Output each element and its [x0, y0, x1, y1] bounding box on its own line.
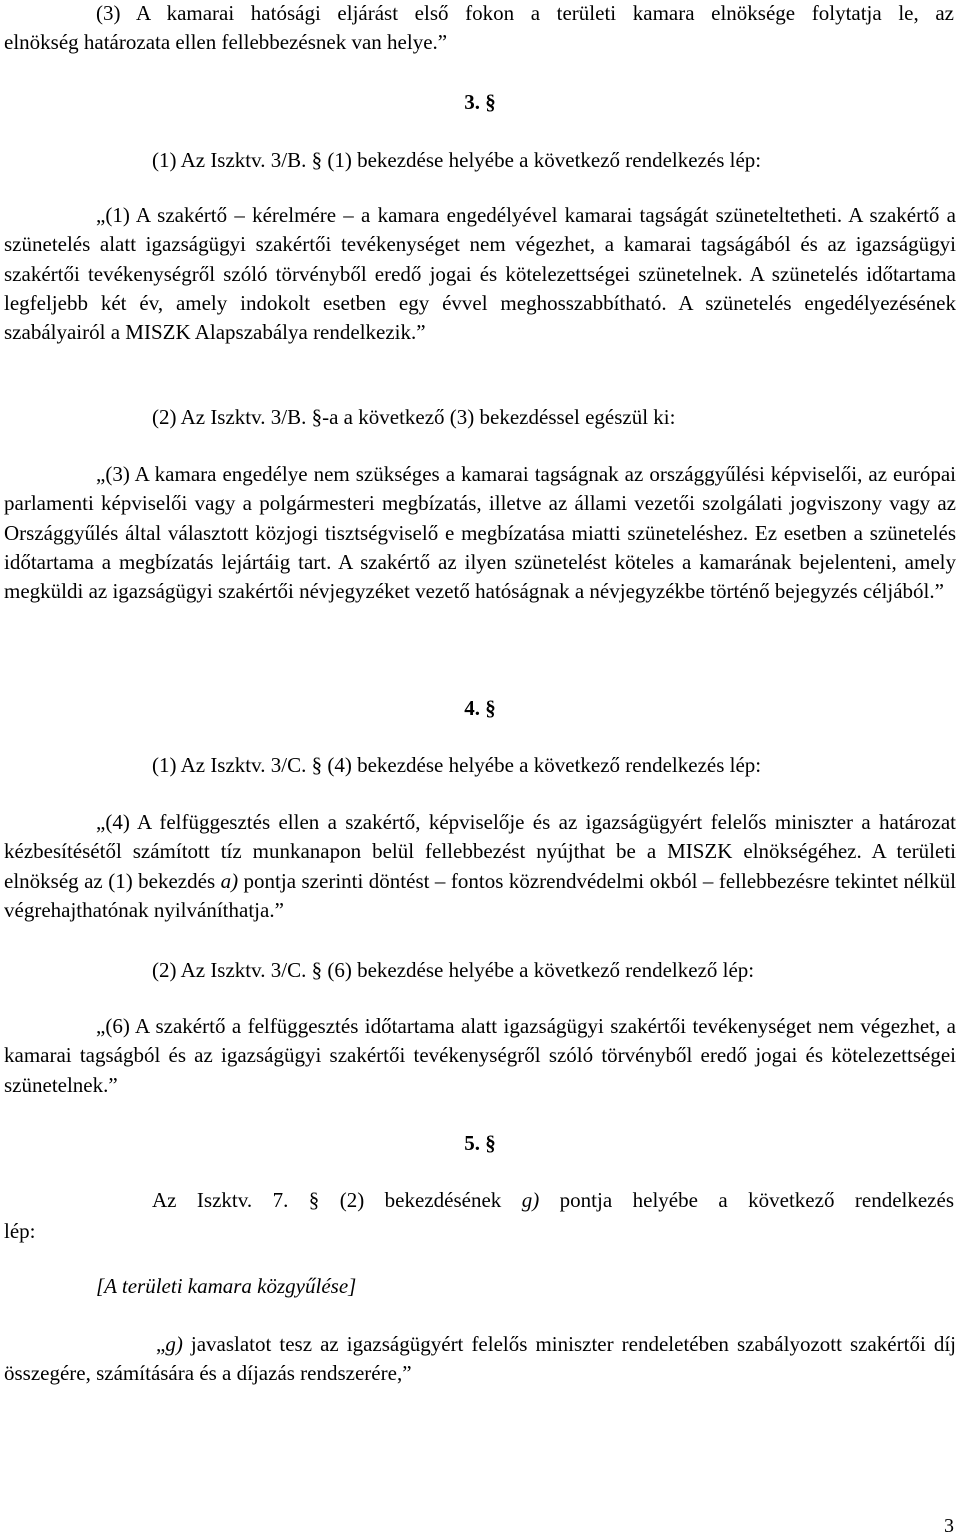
section-heading: 3. §: [464, 90, 496, 114]
amendment-intro: (2) Az Iszktv. 3/C. § (6) bekezdése helyébe a következő rendelkező lép:: [152, 958, 755, 982]
amendment-intro: (2) Az Iszktv. 3/B. §-a a következő (3) bekezdéssel egészül ki:: [152, 405, 676, 429]
section-heading: 5. §: [464, 1131, 496, 1155]
point-ref: g): [165, 1332, 183, 1356]
quoted-provision: „(3) A kamara engedélye nem szükséges a kamarai tagságnak az országgyűlési képviselői, az európai parlamenti képviselői vagy a polgármesteri megbízatás, illetve az állami vezetői szolgálati jogviszony vagy az Országgyűlés által választott közjogi tisztségviselő e megbízatása miatti szüneteléshez. Ez esetben a szünetelés időtartama a megbízatás lejártáig tart. A szakértő az ilyen szünetelést köteles a kamarának bejelenteni, amely megküldi az igazságügyi szakértői névjegyzéket vezető hatóságnak a névjegyzékbe történő bejegyzés céljából.”: [4, 462, 956, 604]
point-ref: g): [521, 1188, 540, 1212]
quote-text: „(4) A felfüggesztés ellen a szakértő, képviselője és az igazságügyért felelős miniszter a határozat kézbesítésétől számított tíz munkanapon belül fellebbezést nyújthat be a MISZK elnökségéhez. A területi elnökség az (1) bekezdés: [4, 810, 956, 893]
paragraph-line: (3) A kamarai hatósági eljárást első fokon a területi kamara elnöksége folytatja le, az: [96, 1, 954, 25]
intro-text: pontja helyébe a következő rendelkezés: [539, 1188, 954, 1212]
amendment-intro: [152, 1186, 954, 1214]
point-ref: a): [220, 868, 239, 893]
amendment-intro: (1) Az Iszktv. 3/C. § (4) bekezdése helyébe a következő rendelkezés lép:: [152, 753, 762, 777]
quoted-provision: „(1) A szakértő – kérelmére – a kamara engedélyével kamarai tagságát szüneteltetheti. A szakértő a szünetelés alatt igazságügyi szakértői tevékenységet nem végezhet, a kamarai tagságából és az igazságügyi szakértői tevékenységről szóló törvényből eredő jogai és kötelezettségei szünetelnek. A szünetelés időtartama legfeljebb két év, amely indokolt esetben egy évvel meghosszabbítható. A szünetelés engedélyezésének szabályairól a MISZK Alapszabálya rendelkezik.”: [4, 203, 956, 345]
paragraph-line: elnökség határozata ellen fellebbezésnek van helye.”: [4, 30, 448, 54]
section-heading: 4. §: [464, 696, 496, 720]
quote-mark: „: [156, 1332, 166, 1356]
context-bracket: [A területi kamara közgyűlése]: [96, 1274, 357, 1298]
quote-text: pontja szerinti döntést – fontos közrendvédelmi okból – fellebbezésre tekintet nélkül végrehajthatónak nyilváníthatja.”: [4, 868, 956, 922]
quoted-provision: [4, 1330, 956, 1389]
amendment-intro-end: lép:: [4, 1219, 36, 1243]
quote-text: javaslatot tesz az igazságügyért felelős miniszter rendeletében szabályozott szakértői díj összegére, számítására és a díjazás rendszerére,”: [4, 1332, 956, 1386]
intro-text: Az Iszktv. 7. § (2) bekezdésének: [152, 1188, 522, 1212]
page-number: 3: [944, 1515, 954, 1537]
quoted-provision: [4, 808, 956, 925]
quoted-provision: „(6) A szakértő a felfüggesztés időtartama alatt igazságügyi szakértői tevékenységet nem végezhet, a kamarai tagságból és az igazságügyi szakértői tevékenységről szóló törvényből eredő jogai és kötelezettségei szünetelnek.”: [4, 1014, 956, 1097]
amendment-intro: (1) Az Iszktv. 3/B. § (1) bekezdése helyébe a következő rendelkezés lép:: [152, 148, 762, 172]
